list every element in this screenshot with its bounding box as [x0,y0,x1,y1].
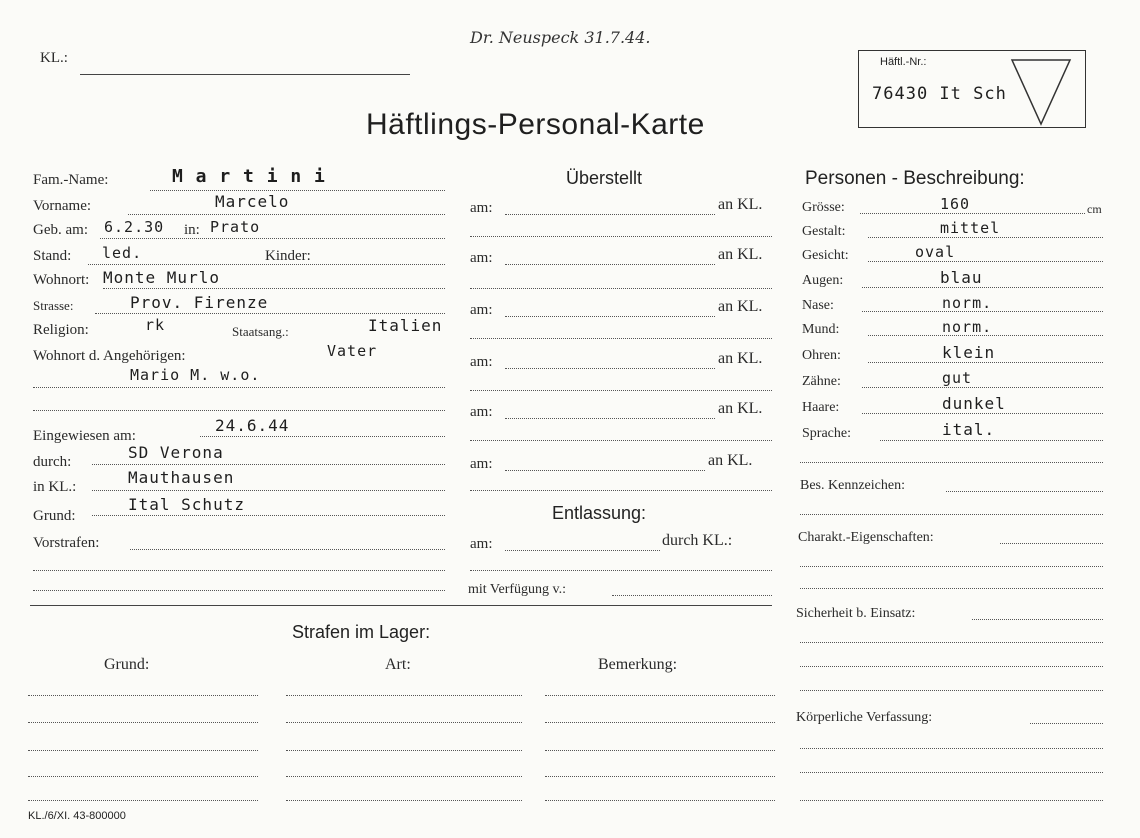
am-label-2: am: [470,250,493,266]
field-line [92,490,445,491]
groesse-label: Grösse: [802,200,845,215]
page-title: Häftlings-Personal-Karte [366,108,705,141]
field-line [92,464,445,465]
angehoerige-value-2: Mario M. w.o. [130,366,261,384]
field-line [612,595,772,596]
angehoerige-label: Wohnort d. Angehörigen: [33,348,186,364]
strafen-line [28,695,258,696]
field-line [868,335,1103,336]
strafen-line [286,800,522,801]
cm-label: cm [1087,202,1102,216]
strafen-line [28,722,258,723]
gestalt-value: mittel [940,219,1001,237]
vorname-value: Marcelo [215,192,290,211]
sprache-label: Sprache: [802,426,851,441]
wohnort-value: Monte Murlo [103,268,220,287]
zaehne-value: gut [942,369,973,387]
kennzeichen-label: Bes. Kennzeichen: [800,478,905,493]
mund-label: Mund: [802,322,840,337]
field-line [505,418,715,419]
in-label: in: [184,222,200,238]
field-line [88,264,445,265]
nase-label: Nase: [802,298,834,313]
vorname-label: Vorname: [33,198,92,214]
field-line [33,387,445,388]
an-kl-label-4: an KL. [718,350,763,367]
field-line [505,368,715,369]
haeftling-nr-value: 76430 It Sch [872,84,1007,104]
durch-label: durch: [33,454,72,470]
strasse-value: Prov. Firenze [130,293,269,312]
section-divider [30,605,772,606]
wohnort-label: Wohnort: [33,272,90,288]
field-line [95,313,445,314]
koerper-label: Körperliche Verfassung: [796,710,933,725]
field-line [800,514,1103,515]
an-kl-label-2: an KL. [718,246,763,263]
field-line [1030,723,1103,724]
field-line [800,588,1103,589]
augen-value: blau [940,268,983,287]
staatsang-value: Italien [368,316,443,335]
sprache-value: ital. [942,420,996,439]
field-line [800,690,1103,691]
haare-label: Haare: [802,400,840,415]
strafen-line [545,750,775,751]
field-line [470,390,772,391]
am-label-6: am: [470,456,493,472]
strafen-art-column: Art: [385,656,411,673]
groesse-value: 160 [940,195,971,213]
charakter-label: Charakt.-Eigenschaften: [798,530,934,545]
stand-value: led. [102,244,143,262]
field-line [868,362,1103,363]
field-line [800,666,1103,667]
field-line [862,287,1103,288]
grund-label: Grund: [33,508,76,524]
strafen-line [286,722,522,723]
strafen-line [286,750,522,751]
kl-line [80,74,410,75]
field-line [130,549,445,550]
field-line [972,619,1103,620]
gestalt-label: Gestalt: [802,224,846,239]
triangle-icon [1010,58,1072,128]
strafen-line [545,695,775,696]
field-line [800,772,1103,773]
kinder-label: Kinder: [265,248,311,264]
strafen-bemerkung-column: Bemerkung: [598,656,678,673]
strafen-line [28,776,258,777]
in-value: Prato [210,218,261,236]
field-line [862,311,1103,312]
strafen-line [545,800,775,801]
an-kl-label-6: an KL. [708,452,753,469]
an-kl-label-3: an KL. [718,298,763,315]
fam-name-value: M a r t i n i [172,166,326,187]
field-line [800,462,1103,463]
strafen-line [28,750,258,751]
strafen-line [286,695,522,696]
staatsang-label: Staatsang.: [232,324,289,339]
field-line [470,440,772,441]
ohren-label: Ohren: [802,348,841,363]
field-line [103,288,445,289]
strafen-line [286,776,522,777]
eingewiesen-value: 24.6.44 [215,416,290,435]
durch-value: SD Verona [128,443,224,462]
field-line [100,238,445,239]
field-line [946,491,1103,492]
verfuegung-label: mit Verfügung v.: [468,582,566,597]
field-line [470,490,772,491]
entlassung-heading: Entlassung: [552,503,647,523]
gesicht-value: oval [915,243,956,261]
field-line [505,470,705,471]
sicherheit-label: Sicherheit b. Einsatz: [796,606,916,621]
strafen-line [28,800,258,801]
handwritten-note: Dr. Neuspeck 31.7.44. [470,28,651,47]
field-line [505,214,715,215]
field-line [800,566,1103,567]
am-label-entlassung: am: [470,536,493,552]
am-label-4: am: [470,354,493,370]
vorstrafen-label: Vorstrafen: [33,535,100,551]
augen-label: Augen: [802,273,844,288]
field-line [505,264,715,265]
geb-label: Geb. am: [33,222,88,238]
nase-value: norm. [942,294,993,312]
field-line [800,748,1103,749]
field-line [868,237,1103,238]
field-line [200,436,445,437]
strafen-grund-column: Grund: [104,656,150,673]
field-line [150,190,445,191]
strafen-heading: Strafen im Lager: [292,622,431,642]
field-line [800,800,1103,801]
am-label-3: am: [470,302,493,318]
field-line [470,570,772,571]
field-line [128,214,445,215]
field-line [470,236,772,237]
field-line [862,413,1103,414]
field-line [800,642,1103,643]
field-line [33,570,445,571]
eingewiesen-label: Eingewiesen am: [33,428,136,444]
zaehne-label: Zähne: [802,374,841,389]
field-line [862,387,1103,388]
religion-value: rk [145,316,166,334]
field-line [33,590,445,591]
strafen-line [545,722,775,723]
fam-name-label: Fam.-Name: [33,172,109,188]
form-number: KL./6/XI. 43-800000 [28,810,126,822]
strasse-label: Strasse: [33,298,74,313]
stand-label: Stand: [33,248,72,264]
durch-kl-label: durch KL.: [662,532,733,549]
grund-value: Ital Schutz [128,495,245,514]
religion-label: Religion: [33,322,89,338]
field-line [860,213,1085,214]
field-line [92,515,445,516]
am-label-5: am: [470,404,493,420]
field-line [470,288,772,289]
field-line [1000,543,1103,544]
strafen-line [545,776,775,777]
gesicht-label: Gesicht: [802,248,849,263]
ohren-value: klein [942,343,996,362]
field-line [33,410,445,411]
mund-value: norm. [942,318,993,336]
angehoerige-value-1: Vater [327,342,378,360]
field-line [505,550,660,551]
ueberstellt-heading: Überstellt [566,168,643,188]
inkl-value: Mauthausen [128,468,235,487]
kl-label: KL.: [40,50,68,66]
an-kl-label-5: an KL. [718,400,763,417]
beschreibung-heading: Personen - Beschreibung: [805,168,1025,189]
geb-value: 6.2.30 [104,218,165,236]
an-kl-label-1: an KL. [718,196,763,213]
inkl-label: in KL.: [33,479,77,495]
field-line [505,316,715,317]
field-line [868,261,1103,262]
field-line [880,440,1103,441]
haeftling-nr-label: Häftl.-Nr.: [880,56,927,68]
haare-value: dunkel [942,394,1006,413]
field-line [470,338,772,339]
am-label-1: am: [470,200,493,216]
